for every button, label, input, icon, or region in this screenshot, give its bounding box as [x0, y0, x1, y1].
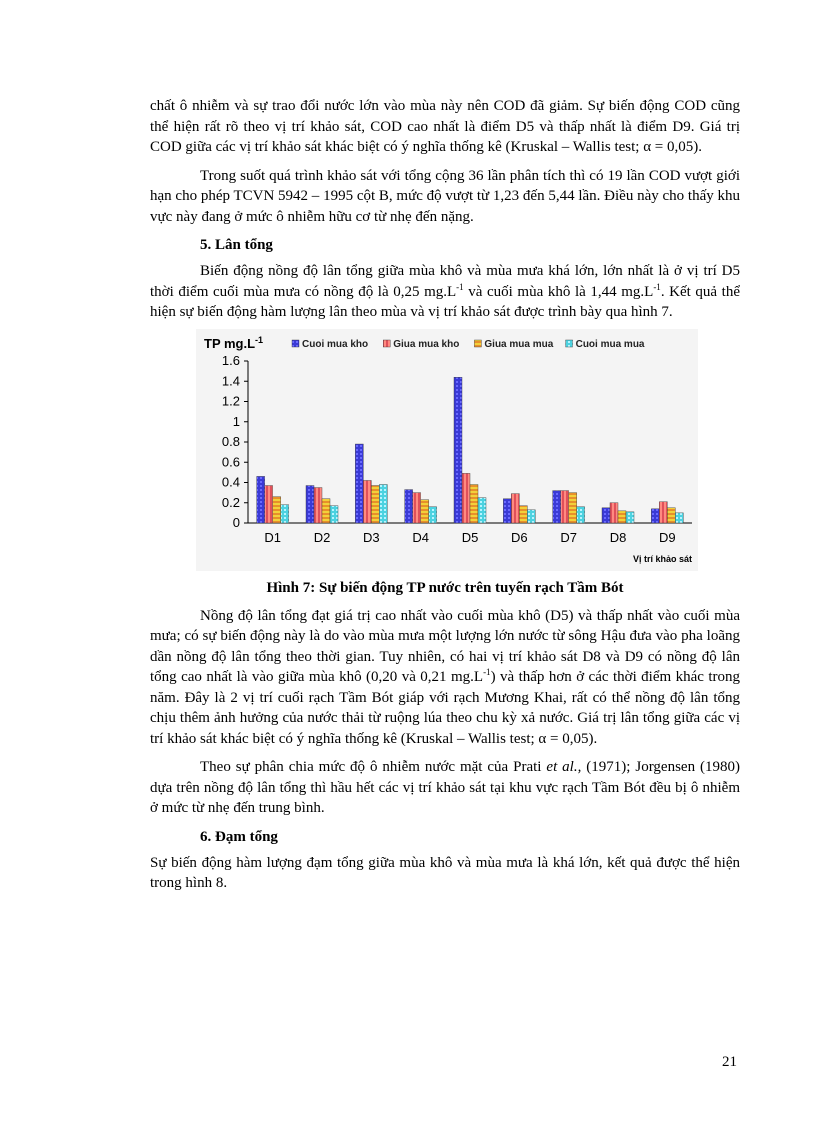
bar-d4-series-1	[405, 489, 413, 522]
bar-d8-series-3	[618, 510, 626, 522]
text-run: (1971); Jorgensen (1980) dựa trên nồng độ lân tổng thì hầu hết các vị trí khảo sát tại khu vực rạch Tầm Bót đều bị ô nhiễm ở mức từ nhẹ đến trung bình.	[150, 759, 740, 816]
superscript: -1	[653, 281, 661, 292]
bar-d9-series-4	[675, 512, 683, 522]
x-tick-label: D9	[659, 529, 676, 545]
italic-text: et al.,	[546, 759, 582, 775]
chart-legend	[292, 339, 645, 350]
bar-d6-series-1	[503, 498, 511, 522]
page-number: 21	[722, 1054, 737, 1070]
bar-d1-series-3	[273, 496, 281, 522]
legend-swatch	[292, 340, 299, 347]
y-tick-label: 1	[232, 413, 240, 429]
y-tick-label: 0.2	[221, 494, 240, 510]
legend-label: Giua mua kho	[393, 338, 460, 350]
bar-d7-series-2	[561, 490, 569, 522]
superscript: -1	[456, 281, 464, 292]
y-tick-label: 1.4	[221, 372, 240, 388]
paragraph	[150, 757, 740, 819]
bar-d8-series-4	[626, 511, 634, 522]
bar-d7-series-4	[577, 506, 585, 522]
text-run: Nồng độ lân tổng đạt giá trị cao nhất vào cuối mùa khô (D5) và thấp nhất vào cuối mùa mưa; có sự biến động này là do vào mùa mưa một lượng lớn nước từ sông Hậu đưa vào pha loãng dần nồng độ lân tổng theo thời gian. Tuy nhiên, có hai vị trí khảo sát D8 và D9 có nồng độ lân tổng cao nhất là vào giữa mùa khô (0,20 và 0,21 mg.L	[150, 607, 740, 685]
figure-caption: Hình 7: Sự biến động TP nước trên tuyến rạch Tầm Bót	[266, 579, 624, 596]
y-axis-label-sup: -1	[255, 334, 264, 345]
bar-d3-series-4	[379, 484, 387, 522]
legend-label: Cuoi mua mua	[575, 338, 645, 350]
x-tick-label: D5	[461, 529, 479, 545]
bar-d8-series-2	[610, 502, 618, 522]
superscript: -1	[483, 667, 491, 677]
bar-d7-series-1	[553, 490, 561, 522]
legend-label: Giua mua mua	[484, 338, 554, 350]
bar-d1-series-2	[265, 485, 273, 522]
bar-d3-series-1	[355, 444, 363, 523]
bar-d1-series-1	[257, 476, 265, 523]
bar-chart	[196, 329, 698, 571]
legend-swatch	[566, 340, 573, 347]
x-tick-label: D3	[363, 529, 380, 545]
bar-d2-series-4	[330, 505, 338, 522]
bar-d7-series-3	[569, 492, 577, 522]
legend-swatch	[474, 340, 481, 347]
section-heading: 6. Đạm tổng	[200, 828, 278, 845]
y-tick-label: 0	[232, 514, 240, 530]
bar-d2-series-1	[306, 485, 314, 522]
text-run: Biến động nồng độ lân tổng giữa mùa khô và mùa mưa khá lớn, lớn nhất là ở vị trí D5 thời điểm cuối mùa mưa có nồng độ là 0,25 mg.L	[150, 263, 740, 300]
x-axis-label: Vị trí khảo sát	[632, 553, 692, 564]
paragraph	[150, 261, 740, 323]
paragraph: Sự biến động hàm lượng đạm tổng giữa mùa khô và mùa mưa là khá lớn, kết quả được thể hiện trong hình 8.	[150, 854, 740, 891]
section-heading: 5. Lân tổng	[200, 237, 273, 253]
x-tick-label: D2	[313, 529, 331, 545]
bar-d4-series-3	[421, 499, 429, 522]
paragraph: Trong suốt quá trình khảo sát với tổng cộng 36 lần phân tích thì có 19 lần COD vượt giới hạn cho phép TCVN 5942 – 1995 cột B, mức độ vượt từ 1,23 đến 5,44 lần. Điều này cho thấy khu vực này đang ở mức ô nhiễm hữu cơ từ nhẹ đến nặng.	[150, 167, 740, 225]
figure-7-chart	[196, 329, 698, 571]
bar-d1-series-4	[281, 504, 289, 522]
page-content	[150, 96, 740, 894]
y-tick-label: 1.6	[221, 352, 240, 368]
bar-d6-series-4	[527, 509, 535, 522]
y-tick-label: 1.2	[221, 393, 240, 408]
bar-d5-series-3	[470, 484, 478, 522]
bar-d8-series-1	[602, 507, 610, 522]
text-run: Theo sự phân chia mức độ ô nhiễm nước mặt của Prati	[200, 759, 547, 775]
bar-d3-series-2	[363, 480, 371, 523]
y-tick-label: 0.6	[221, 453, 240, 469]
chart-bars	[257, 377, 684, 523]
bar-d6-series-3	[519, 505, 527, 522]
x-tick-label: D4	[412, 529, 429, 545]
y-tick-label: 0.4	[221, 474, 240, 489]
legend-label: Cuoi mua kho	[302, 338, 369, 350]
bar-d9-series-3	[667, 507, 675, 522]
bar-d5-series-1	[454, 377, 462, 523]
legend-swatch	[383, 340, 390, 347]
text-run: . Kết quả thể hiện sự biến động hàm lượng lân theo mùa và vị trí khảo sát được trình bày qua hình 7.	[150, 283, 740, 320]
bar-d9-series-1	[651, 508, 659, 522]
bar-d3-series-3	[371, 485, 379, 522]
x-tick-label: D7	[560, 529, 577, 545]
bar-d4-series-4	[429, 506, 437, 522]
text-run: ) và thấp hơn ở các thời điểm khác trong năm. Đây là 2 vị trí cuối rạch Tầm Bót giáp với rạch Mương Khai, rất có thể nồng độ lân tổng chịu thêm ảnh hưởng của nước thải từ ruộng lúa theo chu kỳ xả nước. Giá trị lân tổng giữa các vị trí khảo sát khác biệt có ý nghĩa thống kê (Kruskal – Wallis test; α = 0,05).	[150, 669, 740, 747]
bar-d5-series-4	[478, 497, 486, 522]
bar-d4-series-2	[413, 492, 421, 522]
y-tick-label: 0.8	[221, 433, 240, 449]
paragraph: chất ô nhiễm và sự trao đổi nước lớn vào mùa này nên COD đã giảm. Sự biến động COD cũng thể hiện rất rõ theo vị trí khảo sát, COD cao nhất là điểm D5 và thấp nhất là điểm D9. Giá trị COD giữa các vị trí khảo sát khác biệt có ý nghĩa thống kê (Kruskal – Wallis test; α = 0,05).	[150, 98, 740, 155]
paragraph	[150, 606, 740, 750]
y-axis-label	[204, 335, 263, 351]
y-axis-label-text: TP mg.L	[204, 335, 256, 351]
text-run: và cuối mùa khô là 1,44 mg.L	[463, 283, 654, 300]
x-tick-label: D8	[609, 529, 627, 545]
bar-d2-series-3	[322, 498, 330, 522]
x-tick-label: D6	[511, 529, 528, 545]
bar-d6-series-2	[511, 493, 519, 522]
bar-d2-series-2	[314, 487, 322, 522]
bar-d5-series-2	[462, 473, 470, 523]
x-tick-label: D1	[264, 529, 281, 545]
bar-d9-series-2	[659, 501, 667, 522]
